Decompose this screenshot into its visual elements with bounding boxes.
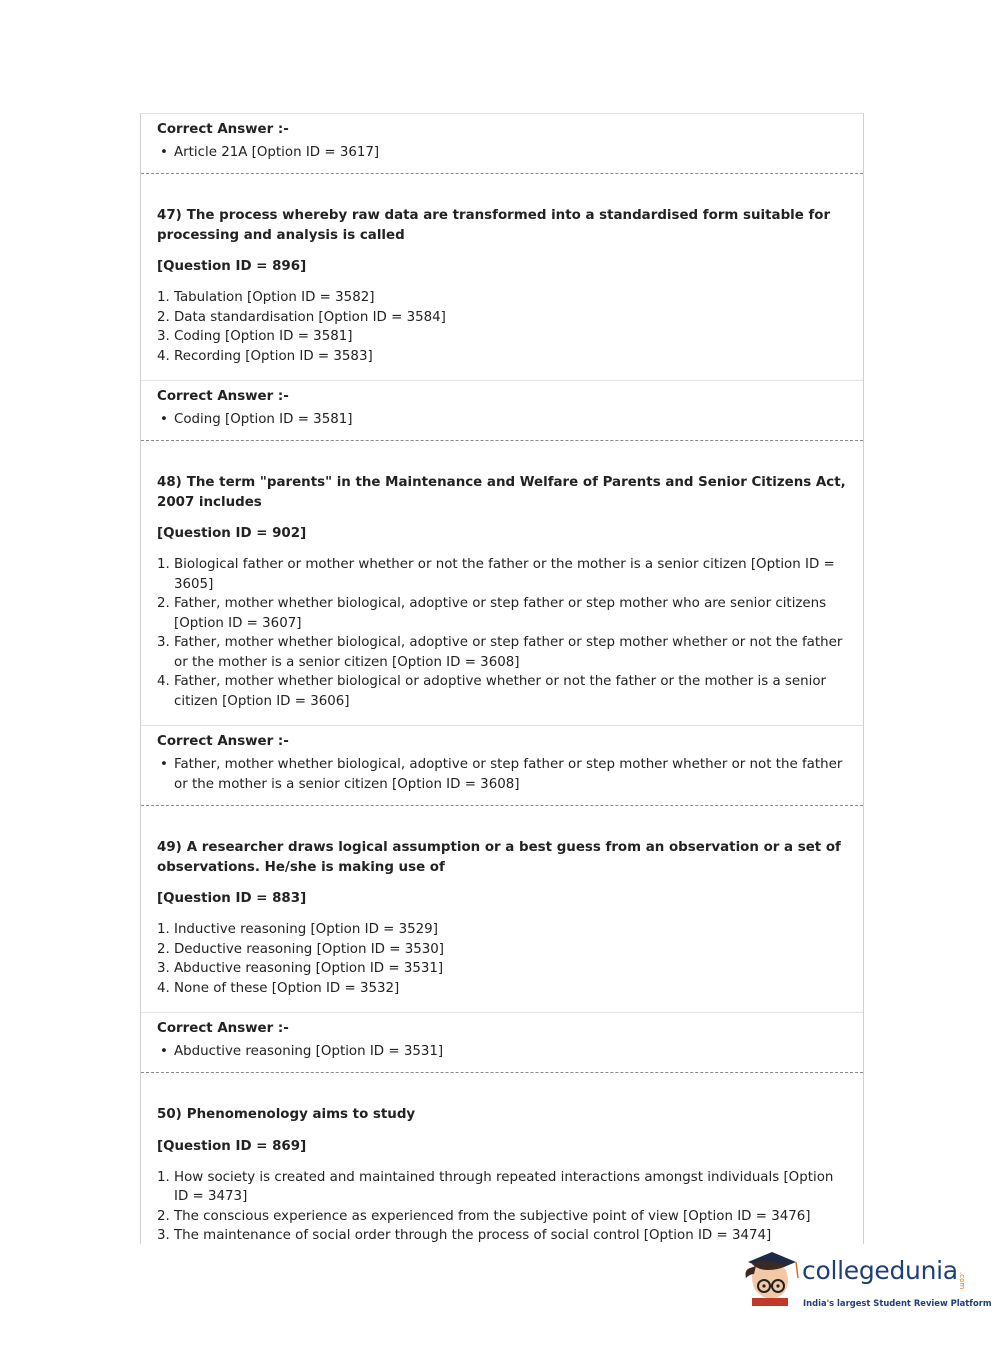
correct-answer-47	[141, 381, 863, 440]
question-number: 47)	[157, 208, 182, 223]
options-list	[157, 1168, 847, 1246]
brand-name: collegedunia	[802, 1256, 958, 1285]
question-stem: The term "parents" in the Maintenance and Welfare of Parents and Senior Citizens Act, 2007 includes	[157, 475, 846, 510]
question-id: [Question ID = 896]	[157, 259, 307, 274]
question-number: 49)	[157, 840, 182, 855]
correct-answer-title: Correct Answer :-	[157, 734, 289, 749]
options-list	[157, 288, 847, 366]
question-stem: The process whereby raw data are transformed into a standardised form suitable for processing and analysis is called	[157, 208, 831, 243]
option-item: 1. Tabulation [Option ID = 3582]	[157, 290, 375, 305]
option-item: 2. The conscious experience as experienced from the subjective point of view [Option ID = 3476]	[157, 1208, 811, 1224]
correct-answer-item: • Coding [Option ID = 3581]	[157, 410, 847, 430]
question-stem: A researcher draws logical assumption or a best guess from an observation or a set of observations. He/she is making use of	[157, 840, 841, 875]
option-item: 1. Inductive reasoning [Option ID = 3529]	[157, 922, 438, 937]
correct-answer-title: Correct Answer :-	[157, 389, 289, 404]
correct-answer-item: • Article 21A [Option ID = 3617]	[157, 143, 847, 163]
correct-answer-title: Correct Answer :-	[157, 1021, 289, 1036]
option-item: 3. Coding [Option ID = 3581]	[157, 329, 353, 344]
question-id: [Question ID = 869]	[157, 1138, 307, 1154]
exam-sheet	[140, 113, 864, 1244]
question-49	[141, 806, 863, 1012]
question-50	[141, 1073, 863, 1260]
option-item: 3. The maintenance of social order through the process of social control [Option ID = 3474]	[157, 1228, 772, 1243]
correct-answer-49	[141, 1013, 863, 1072]
correct-answer-item: • Father, mother whether biological, adoptive or step father or step mother whether or not the father or the mother is a senior citizen [Option ID = 3608]	[157, 755, 847, 795]
question-number: 48)	[157, 475, 182, 490]
correct-answer-48	[141, 726, 863, 805]
mascot-icon	[742, 1248, 802, 1312]
option-item: 4. Recording [Option ID = 3583]	[157, 348, 373, 364]
question-id: [Question ID = 902]	[157, 526, 307, 541]
correct-answer-46	[141, 114, 863, 173]
collegedunia-logo[interactable]	[742, 1248, 992, 1312]
option-item: 1. Biological father or mother whether or not the father or the mother is a senior citizen [Option ID = 3605]	[157, 557, 835, 592]
option-item: 3. Father, mother whether biological, adoptive or step father or step mother whether or not the father or the mother is a senior citizen [Option ID = 3608]	[157, 635, 843, 670]
question-number: 50)	[157, 1107, 182, 1122]
question-stem: Phenomenology aims to study	[186, 1107, 416, 1122]
correct-answer-list	[157, 1042, 847, 1062]
option-item: 4. None of these [Option ID = 3532]	[157, 980, 400, 996]
correct-answer-title: Correct Answer :-	[157, 122, 289, 137]
question-text	[157, 206, 847, 245]
option-item: 3. Abductive reasoning [Option ID = 3531]	[157, 961, 444, 976]
options-list	[157, 555, 847, 711]
correct-answer-list	[157, 143, 847, 163]
correct-answer-list	[157, 755, 847, 795]
option-item: 2. Deductive reasoning [Option ID = 3530]	[157, 941, 445, 957]
brand-suffix: .com	[958, 1272, 966, 1290]
question-48	[141, 441, 863, 725]
option-item: 1. How society is created and maintained through repeated interactions amongst individuals [Option ID = 3473]	[157, 1169, 834, 1204]
option-item: 2. Father, mother whether biological, adoptive or step father or step mother who are senior citizens [Option ID = 3607]	[157, 596, 827, 631]
question-text	[157, 838, 847, 877]
question-text	[157, 1105, 847, 1125]
question-text	[157, 473, 847, 512]
brand-tagline: India's largest Student Review Platform	[803, 1298, 992, 1308]
option-item: 2. Data standardisation [Option ID = 3584]	[157, 309, 446, 325]
options-list	[157, 920, 847, 998]
question-47	[141, 174, 863, 380]
correct-answer-item: • Abductive reasoning [Option ID = 3531]	[157, 1042, 847, 1062]
correct-answer-list	[157, 410, 847, 430]
question-id: [Question ID = 883]	[157, 891, 307, 906]
option-item: 4. Father, mother whether biological or adoptive whether or not the father or the mother is a senior citizen [Option ID = 3606]	[157, 674, 827, 709]
